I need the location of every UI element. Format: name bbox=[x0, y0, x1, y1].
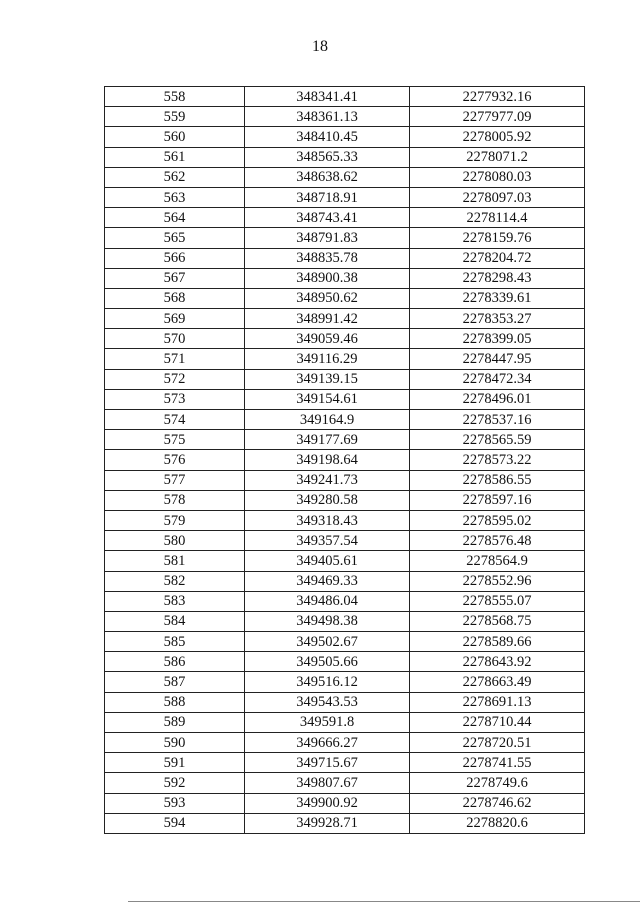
x-coordinate-cell: 349928.71 bbox=[245, 813, 410, 833]
y-coordinate-cell: 2278691.13 bbox=[410, 692, 585, 712]
table-row bbox=[105, 127, 585, 147]
point-number-cell: 582 bbox=[105, 571, 245, 591]
y-coordinate-cell: 2278820.6 bbox=[410, 813, 585, 833]
y-coordinate-cell: 2278576.48 bbox=[410, 531, 585, 551]
x-coordinate-cell: 349405.61 bbox=[245, 551, 410, 571]
y-coordinate-cell: 2278720.51 bbox=[410, 733, 585, 753]
table-row bbox=[105, 410, 585, 430]
y-coordinate-cell: 2278573.22 bbox=[410, 450, 585, 470]
point-number-cell: 581 bbox=[105, 551, 245, 571]
point-number-cell: 562 bbox=[105, 167, 245, 187]
y-coordinate-cell: 2278159.76 bbox=[410, 228, 585, 248]
x-coordinate-cell: 349715.67 bbox=[245, 753, 410, 773]
point-number-cell: 571 bbox=[105, 349, 245, 369]
x-coordinate-cell: 349666.27 bbox=[245, 733, 410, 753]
x-coordinate-cell: 348950.62 bbox=[245, 288, 410, 308]
point-number-cell: 574 bbox=[105, 410, 245, 430]
point-number-cell: 585 bbox=[105, 632, 245, 652]
point-number-cell: 559 bbox=[105, 107, 245, 127]
table-row bbox=[105, 490, 585, 510]
x-coordinate-cell: 349116.29 bbox=[245, 349, 410, 369]
y-coordinate-cell: 2277977.09 bbox=[410, 107, 585, 127]
point-number-cell: 572 bbox=[105, 369, 245, 389]
y-coordinate-cell: 2278643.92 bbox=[410, 652, 585, 672]
point-number-cell: 578 bbox=[105, 490, 245, 510]
x-coordinate-cell: 349154.61 bbox=[245, 389, 410, 409]
y-coordinate-cell: 2278595.02 bbox=[410, 510, 585, 530]
y-coordinate-cell: 2278741.55 bbox=[410, 753, 585, 773]
coordinates-table-body bbox=[105, 87, 585, 834]
y-coordinate-cell: 2278097.03 bbox=[410, 187, 585, 207]
y-coordinate-cell: 2278005.92 bbox=[410, 127, 585, 147]
table-row bbox=[105, 591, 585, 611]
table-row bbox=[105, 87, 585, 107]
x-coordinate-cell: 348791.83 bbox=[245, 228, 410, 248]
point-number-cell: 587 bbox=[105, 672, 245, 692]
x-coordinate-cell: 349516.12 bbox=[245, 672, 410, 692]
table-row bbox=[105, 369, 585, 389]
x-coordinate-cell: 349164.9 bbox=[245, 410, 410, 430]
x-coordinate-cell: 349318.43 bbox=[245, 510, 410, 530]
point-number-cell: 589 bbox=[105, 712, 245, 732]
table-row bbox=[105, 652, 585, 672]
point-number-cell: 561 bbox=[105, 147, 245, 167]
table-row bbox=[105, 268, 585, 288]
y-coordinate-cell: 2278746.62 bbox=[410, 793, 585, 813]
table-row bbox=[105, 793, 585, 813]
y-coordinate-cell: 2278353.27 bbox=[410, 309, 585, 329]
table-row bbox=[105, 470, 585, 490]
point-number-cell: 579 bbox=[105, 510, 245, 530]
point-number-cell: 577 bbox=[105, 470, 245, 490]
point-number-cell: 567 bbox=[105, 268, 245, 288]
table-row bbox=[105, 107, 585, 127]
point-number-cell: 560 bbox=[105, 127, 245, 147]
point-number-cell: 576 bbox=[105, 450, 245, 470]
point-number-cell: 575 bbox=[105, 430, 245, 450]
point-number-cell: 580 bbox=[105, 531, 245, 551]
table-row bbox=[105, 450, 585, 470]
point-number-cell: 592 bbox=[105, 773, 245, 793]
y-coordinate-cell: 2278204.72 bbox=[410, 248, 585, 268]
y-coordinate-cell: 2278071.2 bbox=[410, 147, 585, 167]
y-coordinate-cell: 2278568.75 bbox=[410, 611, 585, 631]
y-coordinate-cell: 2278447.95 bbox=[410, 349, 585, 369]
x-coordinate-cell: 349357.54 bbox=[245, 531, 410, 551]
y-coordinate-cell: 2278399.05 bbox=[410, 329, 585, 349]
y-coordinate-cell: 2278298.43 bbox=[410, 268, 585, 288]
coordinates-table bbox=[104, 86, 585, 834]
point-number-cell: 568 bbox=[105, 288, 245, 308]
x-coordinate-cell: 349543.53 bbox=[245, 692, 410, 712]
table-row bbox=[105, 288, 585, 308]
x-coordinate-cell: 349059.46 bbox=[245, 329, 410, 349]
x-coordinate-cell: 348341.41 bbox=[245, 87, 410, 107]
x-coordinate-cell: 349241.73 bbox=[245, 470, 410, 490]
table-row bbox=[105, 531, 585, 551]
x-coordinate-cell: 349177.69 bbox=[245, 430, 410, 450]
x-coordinate-cell: 349807.67 bbox=[245, 773, 410, 793]
point-number-cell: 570 bbox=[105, 329, 245, 349]
y-coordinate-cell: 2278080.03 bbox=[410, 167, 585, 187]
table-row bbox=[105, 228, 585, 248]
y-coordinate-cell: 2278552.96 bbox=[410, 571, 585, 591]
table-row bbox=[105, 712, 585, 732]
x-coordinate-cell: 349505.66 bbox=[245, 652, 410, 672]
bottom-scan-edge bbox=[128, 901, 640, 902]
x-coordinate-cell: 348410.45 bbox=[245, 127, 410, 147]
y-coordinate-cell: 2278589.66 bbox=[410, 632, 585, 652]
table-row bbox=[105, 753, 585, 773]
point-number-cell: 593 bbox=[105, 793, 245, 813]
y-coordinate-cell: 2278339.61 bbox=[410, 288, 585, 308]
y-coordinate-cell: 2278597.16 bbox=[410, 490, 585, 510]
table-row bbox=[105, 147, 585, 167]
y-coordinate-cell: 2278564.9 bbox=[410, 551, 585, 571]
y-coordinate-cell: 2278749.6 bbox=[410, 773, 585, 793]
point-number-cell: 586 bbox=[105, 652, 245, 672]
x-coordinate-cell: 348718.91 bbox=[245, 187, 410, 207]
y-coordinate-cell: 2278565.59 bbox=[410, 430, 585, 450]
table-row bbox=[105, 430, 585, 450]
y-coordinate-cell: 2278586.55 bbox=[410, 470, 585, 490]
y-coordinate-cell: 2278663.49 bbox=[410, 672, 585, 692]
table-row bbox=[105, 813, 585, 833]
x-coordinate-cell: 349591.8 bbox=[245, 712, 410, 732]
point-number-cell: 569 bbox=[105, 309, 245, 329]
table-row bbox=[105, 571, 585, 591]
table-row bbox=[105, 672, 585, 692]
x-coordinate-cell: 348900.38 bbox=[245, 268, 410, 288]
table-row bbox=[105, 167, 585, 187]
point-number-cell: 594 bbox=[105, 813, 245, 833]
point-number-cell: 591 bbox=[105, 753, 245, 773]
table-row bbox=[105, 632, 585, 652]
point-number-cell: 583 bbox=[105, 591, 245, 611]
point-number-cell: 563 bbox=[105, 187, 245, 207]
x-coordinate-cell: 349486.04 bbox=[245, 591, 410, 611]
x-coordinate-cell: 349498.38 bbox=[245, 611, 410, 631]
point-number-cell: 558 bbox=[105, 87, 245, 107]
x-coordinate-cell: 349280.58 bbox=[245, 490, 410, 510]
y-coordinate-cell: 2278537.16 bbox=[410, 410, 585, 430]
point-number-cell: 565 bbox=[105, 228, 245, 248]
point-number-cell: 573 bbox=[105, 389, 245, 409]
x-coordinate-cell: 348565.33 bbox=[245, 147, 410, 167]
x-coordinate-cell: 349469.33 bbox=[245, 571, 410, 591]
table-row bbox=[105, 773, 585, 793]
table-row bbox=[105, 248, 585, 268]
table-row bbox=[105, 510, 585, 530]
point-number-cell: 566 bbox=[105, 248, 245, 268]
table-row bbox=[105, 329, 585, 349]
x-coordinate-cell: 348638.62 bbox=[245, 167, 410, 187]
table-row bbox=[105, 349, 585, 369]
y-coordinate-cell: 2278710.44 bbox=[410, 712, 585, 732]
table-row bbox=[105, 733, 585, 753]
y-coordinate-cell: 2278472.34 bbox=[410, 369, 585, 389]
table-row bbox=[105, 309, 585, 329]
page-number: 18 bbox=[312, 38, 328, 55]
y-coordinate-cell: 2278555.07 bbox=[410, 591, 585, 611]
point-number-cell: 588 bbox=[105, 692, 245, 712]
y-coordinate-cell: 2278496.01 bbox=[410, 389, 585, 409]
x-coordinate-cell: 349900.92 bbox=[245, 793, 410, 813]
y-coordinate-cell: 2278114.4 bbox=[410, 208, 585, 228]
table-row bbox=[105, 389, 585, 409]
x-coordinate-cell: 348361.13 bbox=[245, 107, 410, 127]
table-row bbox=[105, 187, 585, 207]
point-number-cell: 590 bbox=[105, 733, 245, 753]
table-row bbox=[105, 208, 585, 228]
table-row bbox=[105, 692, 585, 712]
point-number-cell: 564 bbox=[105, 208, 245, 228]
x-coordinate-cell: 349198.64 bbox=[245, 450, 410, 470]
point-number-cell: 584 bbox=[105, 611, 245, 631]
x-coordinate-cell: 348743.41 bbox=[245, 208, 410, 228]
table-row bbox=[105, 611, 585, 631]
y-coordinate-cell: 2277932.16 bbox=[410, 87, 585, 107]
x-coordinate-cell: 348835.78 bbox=[245, 248, 410, 268]
x-coordinate-cell: 349502.67 bbox=[245, 632, 410, 652]
x-coordinate-cell: 349139.15 bbox=[245, 369, 410, 389]
x-coordinate-cell: 348991.42 bbox=[245, 309, 410, 329]
table-row bbox=[105, 551, 585, 571]
